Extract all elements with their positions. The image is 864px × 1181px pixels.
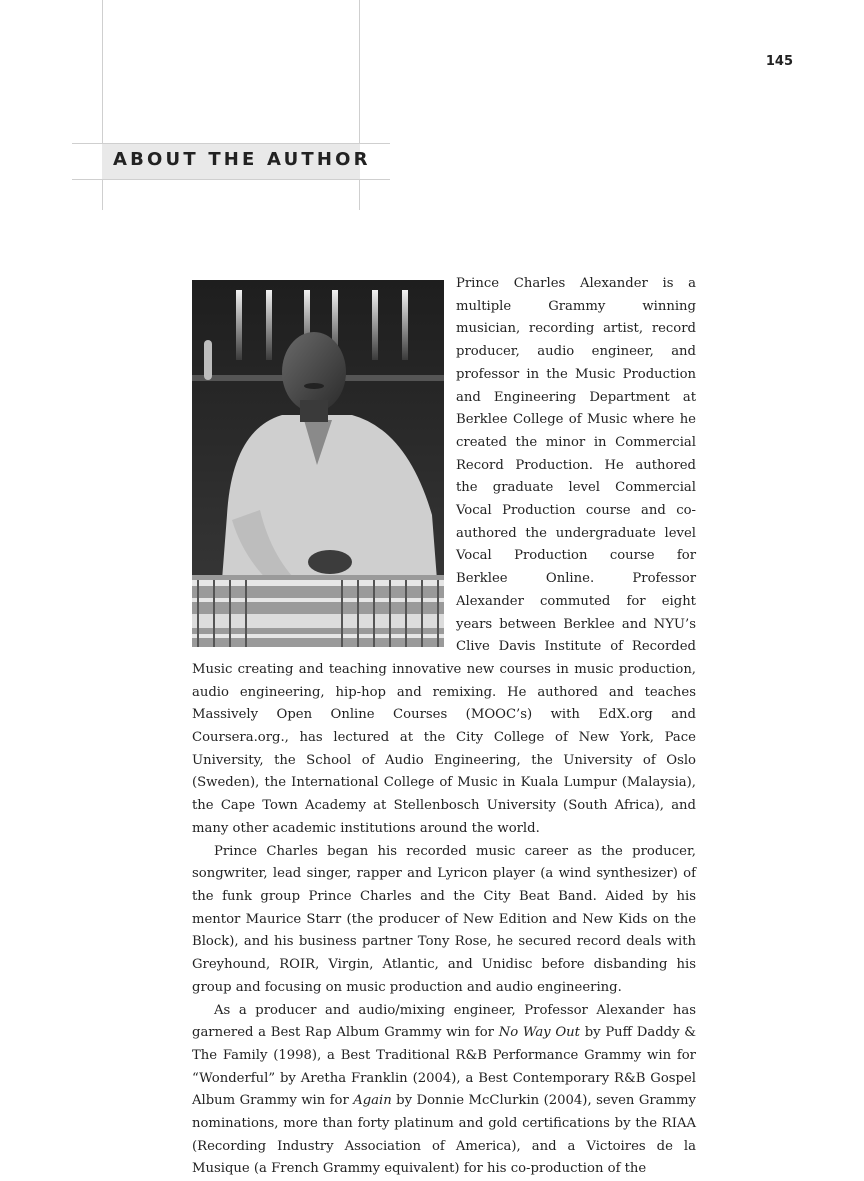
page-number: 145 (740, 54, 793, 69)
paragraph-3-text-1: As a producer and audio/mixing engineer, Professor Alexander has garnered a Best Rap Album Grammy win for (192, 1003, 696, 1041)
section-title: ABOUT THE AUTHOR (113, 149, 371, 170)
body-text (192, 273, 696, 1181)
paragraph-3-text-2: by Puff Daddy & The Family (1998), a Best Traditional R&B Performance Grammy win for “Wonderful” by Aretha Franklin (2004), a Best Contemporary R&B Gospel Album Grammy win for (192, 1025, 696, 1108)
paragraph-2: Prince Charles began his recorded music career as the producer, songwriter, lead singer, rapper and Lyricon player (a wind synthesizer) of the funk group Prince Charles and the City Beat Band. Aided by his mentor Maurice Starr (the producer of New Edition and New Kids on the Block), and his business partner Tony Rose, he secured record deals with Greyhound, ROIR, Virgin, Atlantic, and Unidisc before disbanding his group and focusing on music production and audio engineering. (192, 841, 696, 1000)
album-title-again: Again (353, 1093, 392, 1108)
paragraph-1: Prince Charles Alexander is a multiple Grammy winning musician, recording artist, record producer, audio engineer, and professor in the Music Production and Engineering Department at Berklee College of Music where he created the minor in Commercial Record Production. He authored the graduate level Commercial Vocal Production course and co-authored the undergraduate level Vocal Production course for Berklee Online. Professor Alexander commuted for eight years between Berklee and NYU’s Clive Davis Institute of Recorded Music creating and teaching innovative new courses in music production, audio engineering, hip-hop and remixing. He authored and teaches Massively Open Online Courses (MOOC’s) with EdX.org and Coursera.org., has lectured at the City College of New York, Pace University, the School of Audio Engineering, the University of Oslo (Sweden), the International College of Music in Kuala Lumpur (Malaysia), the Cape Town Academy at Stellenbosch University (South Africa), and many other academic institutions around the world. (192, 273, 696, 841)
paragraph-3 (192, 1000, 696, 1181)
author-photo (192, 280, 444, 647)
frame-rule-top (72, 143, 390, 144)
paragraph-3-text-3: by Donnie McClurkin (2004), seven Grammy nominations, more than forty platinum and gold certifications by the RIAA (Recording Industry Association of America), and a Victoires de la Musique (a French Grammy equivalent) for his co-production of the (192, 1093, 696, 1176)
album-title-no-way-out: No Way Out (499, 1025, 580, 1040)
frame-rule-bottom (72, 179, 390, 180)
